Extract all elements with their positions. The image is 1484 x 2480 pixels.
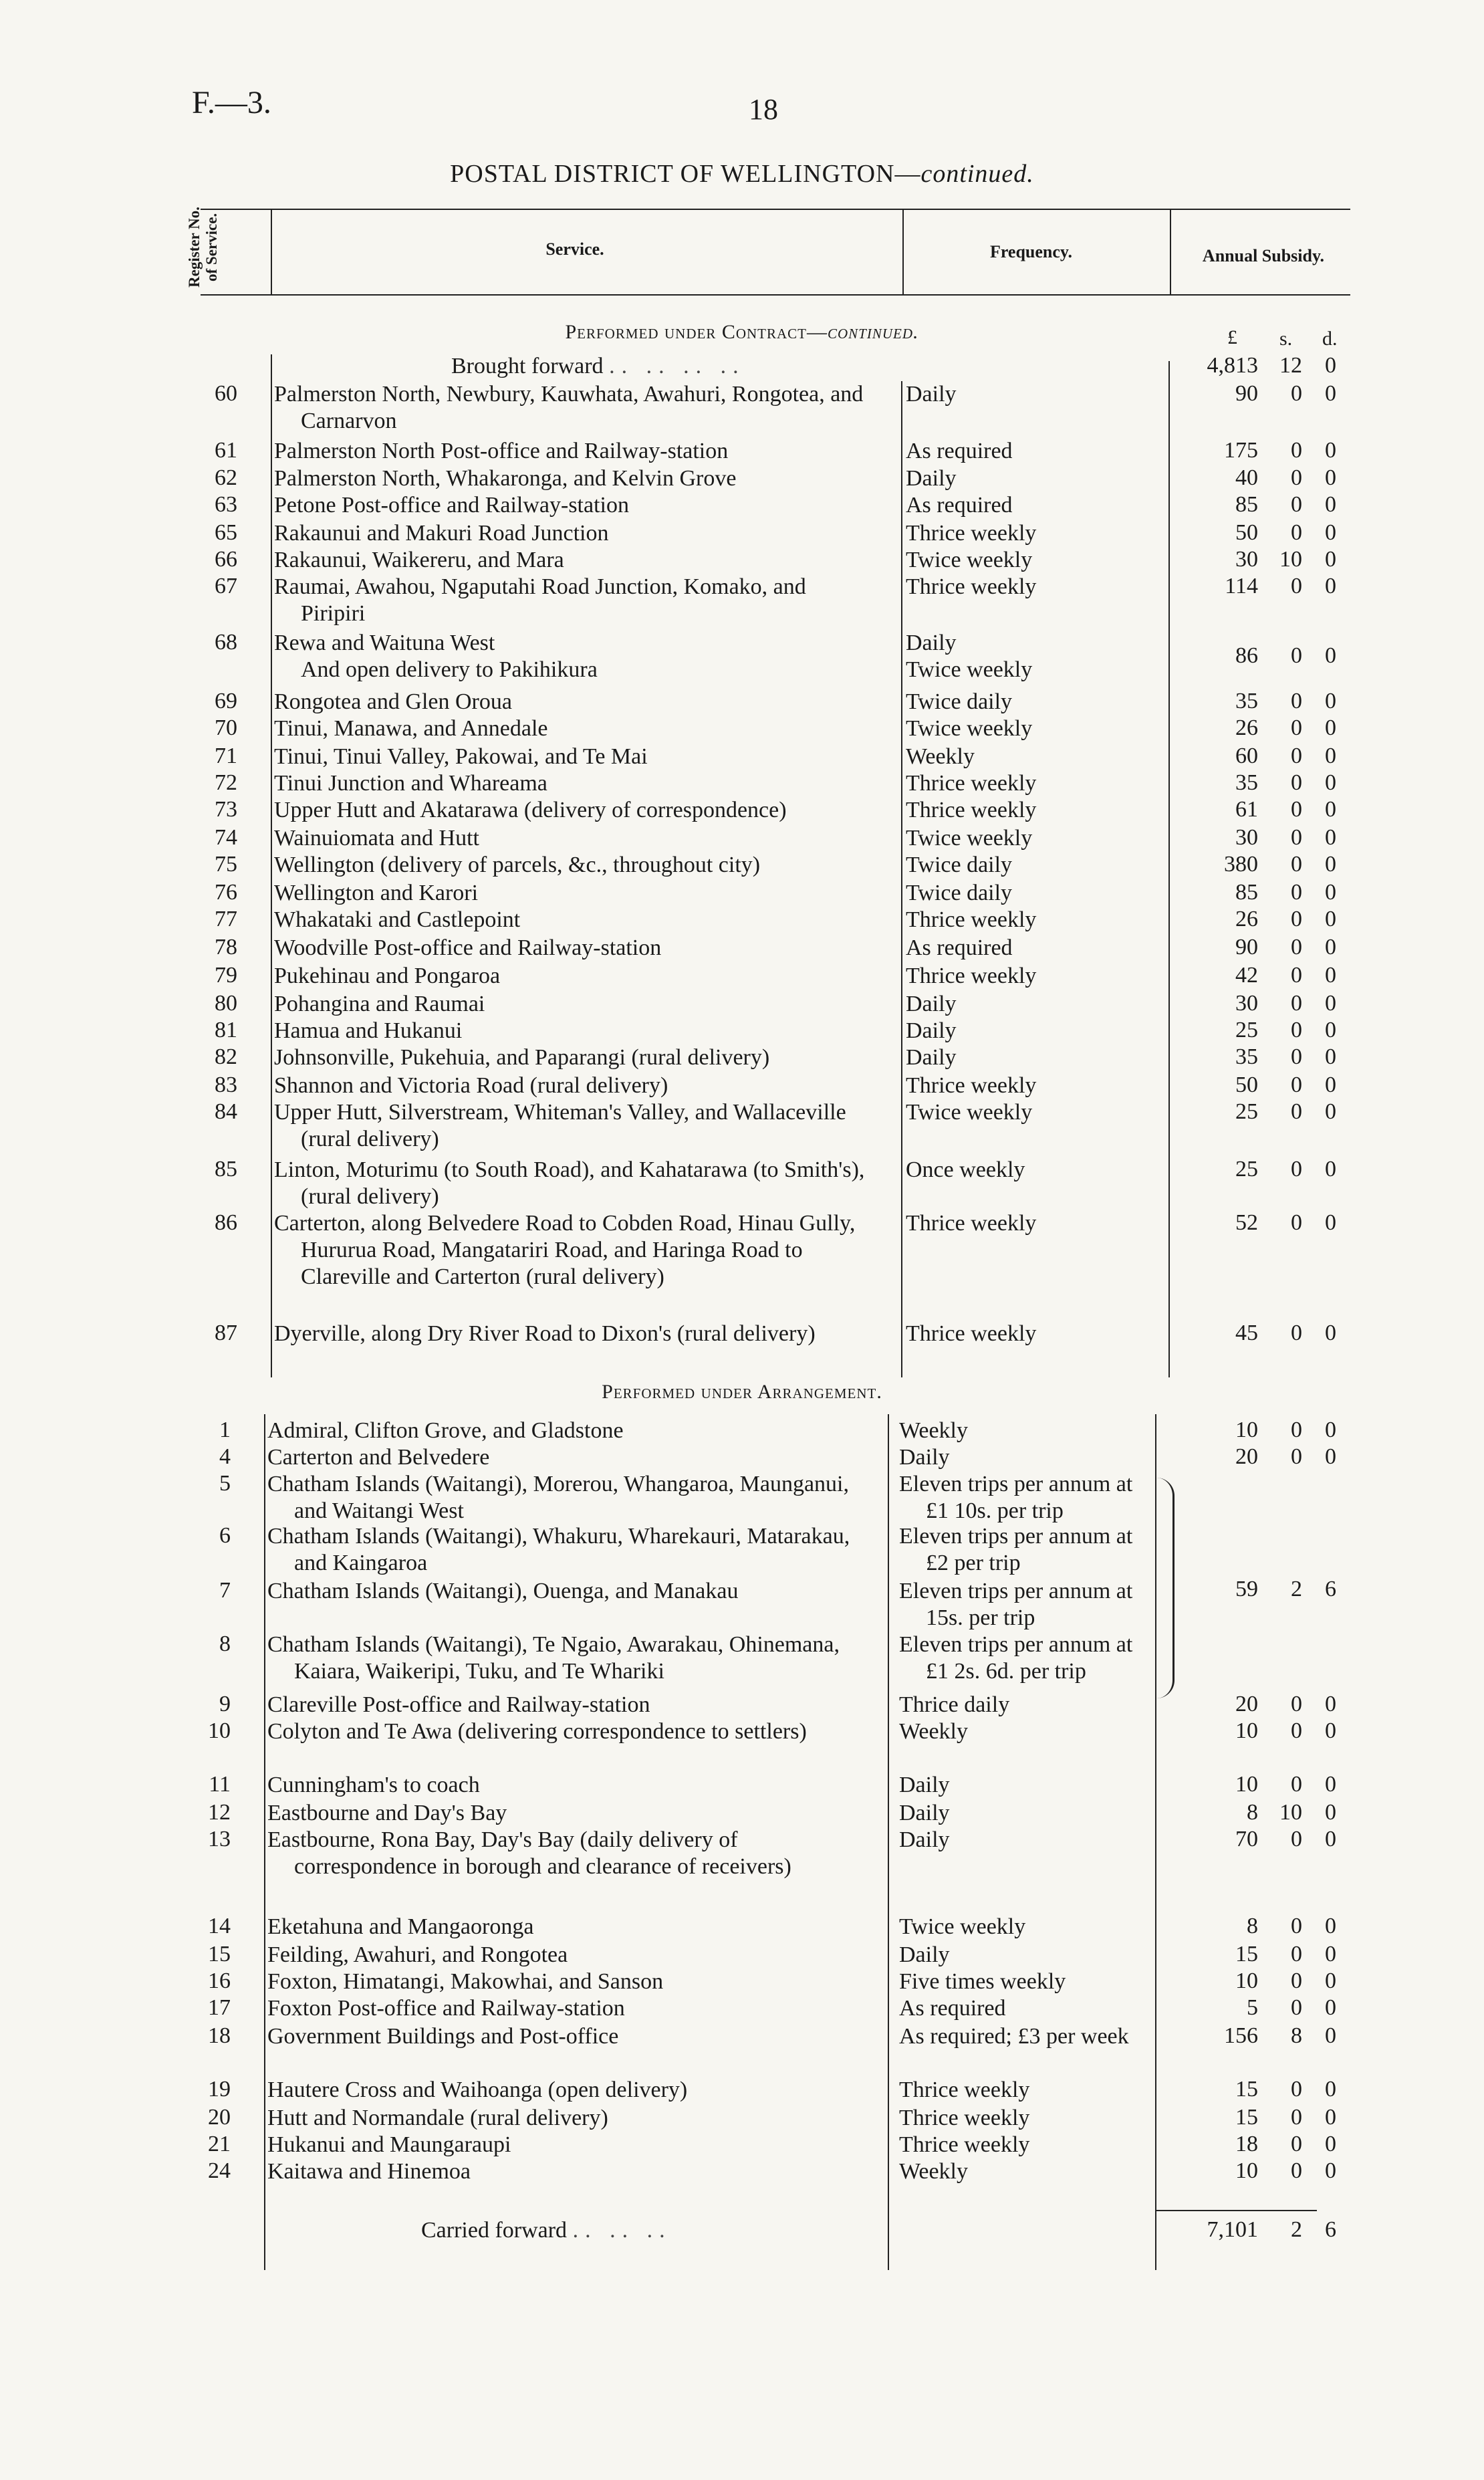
- register-number: 19: [208, 2077, 231, 2102]
- service-cell: Rakaunui, Waikereru, and Mara: [274, 548, 564, 572]
- rule-header-2: [902, 209, 904, 294]
- rule-header-1: [271, 209, 272, 294]
- register-number: 18: [208, 2023, 231, 2048]
- register-number: 5: [219, 1471, 231, 1496]
- frequency-cell: Thrice weekly: [906, 771, 1037, 796]
- service-cell: Palmerston North, Newbury, Kauwhata, Awahuri, Rongotea, and Carnarvon: [274, 382, 864, 433]
- frequency-cell: Twice daily: [906, 689, 1013, 714]
- register-number: 17: [208, 1995, 231, 2020]
- section-contract: Performed under Contract—continued.: [565, 321, 919, 343]
- frequency-cell: Thrice weekly: [906, 798, 1037, 822]
- register-number: 84: [215, 1099, 237, 1124]
- register-number: 21: [208, 2132, 231, 2156]
- frequency-cell: Thrice weekly: [906, 574, 1037, 599]
- frequency-cell: Eleven trips per annum at £2 per trip: [899, 1524, 1133, 1575]
- register-number: 6: [219, 1523, 231, 1548]
- frequency-cell: Once weekly: [906, 1157, 1025, 1182]
- frequency-cell: Daily: [899, 1827, 950, 1852]
- rule-service-1: [271, 354, 272, 1377]
- service-cell: Chatham Islands (Waitangi), Whakuru, Wharekauri, Matarakau, and Kaingaroa: [267, 1524, 850, 1575]
- frequency-cell: Thrice weekly: [906, 1211, 1037, 1236]
- chatham-brace: [1156, 1478, 1174, 1698]
- frequency-cell: Daily: [906, 992, 957, 1016]
- service-cell: Rakaunui and Makuri Road Junction: [274, 521, 609, 546]
- service-cell: Clareville Post-office and Railway-station: [267, 1692, 650, 1717]
- document-code: F.—3.: [192, 85, 271, 120]
- frequency-cell: Daily: [906, 466, 957, 491]
- unit-shillings: s.: [1279, 328, 1293, 350]
- register-number: 60: [215, 381, 237, 406]
- service-cell: Linton, Moturimu (to South Road), and Kahatarawa (to Smith's), (rural delivery): [274, 1157, 865, 1209]
- frequency-cell: Twice daily: [906, 853, 1013, 877]
- frequency-cell: Twice weekly: [906, 1100, 1033, 1125]
- service-cell: Woodville Post-office and Railway-station: [274, 935, 662, 960]
- service-cell: Chatham Islands (Waitangi), Morerou, Whangaroa, Maunganui, and Waitangi West: [267, 1472, 850, 1523]
- frequency-cell: Twice weekly: [899, 1914, 1026, 1939]
- register-number: 85: [215, 1157, 237, 1181]
- frequency-cell: Weekly: [899, 2159, 968, 2184]
- register-number: 75: [215, 852, 237, 877]
- register-number: 10: [208, 1718, 231, 1743]
- service-cell: Wellington (delivery of parcels, &c., throughout city): [274, 853, 761, 877]
- frequency-cell: Thrice weekly: [906, 907, 1037, 932]
- register-number: 11: [209, 1772, 231, 1797]
- service-cell: Rongotea and Glen Oroua: [274, 689, 512, 714]
- register-number: 82: [215, 1044, 237, 1069]
- frequency-cell: As required: [906, 439, 1013, 463]
- service-cell: Pukehinau and Pongaroa: [274, 964, 501, 988]
- frequency-cell: Thrice weekly: [899, 2077, 1030, 2102]
- service-cell: Tinui Junction and Whareama: [274, 771, 547, 796]
- register-number: 68: [215, 630, 237, 655]
- service-cell: Palmerston North Post-office and Railway-station: [274, 439, 729, 463]
- service-cell: Hutt and Normandale (rural delivery): [267, 2106, 608, 2130]
- service-cell: Palmerston North, Whakaronga, and Kelvin Grove: [274, 466, 737, 491]
- register-number: 71: [215, 744, 237, 768]
- frequency-cell: Thrice weekly: [899, 2106, 1030, 2130]
- register-number: 24: [208, 2158, 231, 2183]
- header-bottom-rule: [201, 294, 1350, 296]
- service-cell: Chatham Islands (Waitangi), Ouenga, and Manakau: [267, 1579, 739, 1603]
- service-cell: Eketahuna and Mangaoronga: [267, 1914, 534, 1939]
- register-number: 80: [215, 991, 237, 1016]
- header-top-rule: [201, 209, 1350, 210]
- service-cell: Wellington and Karori: [274, 881, 479, 905]
- frequency-cell: Twice daily: [906, 881, 1013, 905]
- frequency-cell: Daily Twice weekly: [906, 631, 1033, 682]
- register-number: 12: [208, 1800, 231, 1825]
- service-cell: Whakataki and Castlepoint: [274, 907, 521, 932]
- register-number: 83: [215, 1073, 237, 1097]
- column-header-service: Service.: [545, 239, 604, 259]
- service-cell: Petone Post-office and Railway-station: [274, 493, 629, 518]
- frequency-cell: Thrice weekly: [906, 964, 1037, 988]
- register-number: 20: [208, 2105, 231, 2130]
- frequency-cell: Weekly: [906, 744, 975, 769]
- rule-frequency-1: [901, 381, 902, 1377]
- service-cell: Chatham Islands (Waitangi), Te Ngaio, Awarakau, Ohinemana, Kaiara, Waikeripi, Tuku, and Te Whariki: [267, 1632, 840, 1684]
- frequency-cell: Thrice weekly: [899, 2132, 1030, 2157]
- register-number: 74: [215, 825, 237, 850]
- frequency-cell: Five times weekly: [899, 1969, 1066, 1994]
- service-cell: Hautere Cross and Waihoanga (open delivery): [267, 2077, 688, 2102]
- register-number: 65: [215, 520, 237, 545]
- frequency-cell: Eleven trips per annum at £1 10s. per trip: [899, 1472, 1133, 1523]
- service-cell: Johnsonville, Pukehuia, and Paparangi (rural delivery): [274, 1045, 770, 1070]
- register-number: 7: [219, 1578, 231, 1603]
- frequency-cell: As required: [906, 493, 1013, 518]
- service-cell: Shannon and Victoria Road (rural delivery): [274, 1073, 668, 1098]
- frequency-cell: Thrice weekly: [906, 1073, 1037, 1098]
- frequency-cell: Thrice daily: [899, 1692, 1010, 1717]
- register-number: 61: [215, 438, 237, 463]
- register-number: 79: [215, 963, 237, 988]
- service-cell: Tinui, Tinui Valley, Pakowai, and Te Mai: [274, 744, 648, 769]
- register-number: 14: [208, 1914, 231, 1938]
- register-number: 1: [219, 1418, 231, 1442]
- register-number: 62: [215, 465, 237, 490]
- register-number: 63: [215, 492, 237, 517]
- service-cell: Eastbourne and Day's Bay: [267, 1801, 507, 1825]
- register-number: 73: [215, 797, 237, 822]
- service-cell: Cunningham's to coach: [267, 1773, 480, 1797]
- frequency-cell: Thrice weekly: [906, 1321, 1037, 1346]
- register-number: 15: [208, 1942, 231, 1966]
- service-cell: Feilding, Awahuri, and Rongotea: [267, 1942, 568, 1967]
- service-cell: Admiral, Clifton Grove, and Gladstone: [267, 1418, 624, 1443]
- service-cell: Eastbourne, Rona Bay, Day's Bay (daily delivery of correspondence in borough and clearance of receivers): [267, 1827, 791, 1879]
- register-number: 9: [219, 1692, 231, 1716]
- service-cell: Dyerville, along Dry River Road to Dixon's (rural delivery): [274, 1321, 816, 1346]
- service-cell: Wainuiomata and Hutt: [274, 826, 479, 851]
- rule-service-2: [264, 1414, 265, 2270]
- frequency-cell: Twice weekly: [906, 548, 1033, 572]
- frequency-cell: Daily: [906, 1045, 957, 1070]
- frequency-cell: Daily: [906, 382, 957, 407]
- rule-subsidy-1: [1168, 361, 1170, 1377]
- frequency-cell: As required: [906, 935, 1013, 960]
- frequency-cell: Weekly: [899, 1418, 968, 1443]
- service-cell: Foxton, Himatangi, Makowhai, and Sanson: [267, 1969, 664, 1994]
- section-arrangement: Performed under Arrangement.: [602, 1381, 882, 1403]
- frequency-cell: Daily: [899, 1942, 950, 1967]
- frequency-cell: As required: [899, 1996, 1006, 2021]
- service-cell: Government Buildings and Post-office: [267, 2024, 619, 2049]
- frequency-cell: Weekly: [899, 1719, 968, 1744]
- service-cell: Hukanui and Maungaraupi: [267, 2132, 511, 2157]
- register-number: 76: [215, 880, 237, 905]
- frequency-cell: Daily: [899, 1773, 950, 1797]
- service-cell: Colyton and Te Awa (delivering correspondence to settlers): [267, 1719, 807, 1744]
- register-number: 66: [215, 547, 237, 572]
- service-cell: Foxton Post-office and Railway-station: [267, 1996, 625, 2021]
- register-number: 72: [215, 770, 237, 795]
- register-number: 13: [208, 1827, 231, 1851]
- page-number: 18: [749, 93, 778, 126]
- service-cell: Upper Hutt and Akatarawa (delivery of correspondence): [274, 798, 787, 822]
- frequency-cell: Daily: [906, 1018, 957, 1043]
- frequency-cell: Eleven trips per annum at £1 2s. 6d. per trip: [899, 1632, 1133, 1684]
- register-number: 81: [215, 1018, 237, 1042]
- unit-pence: d.: [1322, 328, 1338, 350]
- register-number: 4: [219, 1444, 231, 1469]
- service-cell: Tinui, Manawa, and Annedale: [274, 716, 548, 741]
- register-number: 67: [215, 574, 237, 598]
- service-cell: Upper Hutt, Silverstream, Whiteman's Valley, and Wallaceville (rural delivery): [274, 1100, 846, 1151]
- service-cell: Kaitawa and Hinemoa: [267, 2159, 471, 2184]
- service-cell: Pohangina and Raumai: [274, 992, 485, 1016]
- rule-frequency-2: [888, 1414, 889, 2270]
- frequency-cell: As required; £3 per week: [899, 2024, 1129, 2049]
- column-header-frequency: Frequency.: [989, 242, 1073, 261]
- frequency-cell: Daily: [899, 1801, 950, 1825]
- register-number: 69: [215, 689, 237, 713]
- column-header-subsidy: Annual Subsidy.: [1202, 246, 1325, 265]
- frequency-cell: Thrice weekly: [906, 521, 1037, 546]
- service-cell: Rewa and Waituna West And open delivery to Pakihikura: [274, 631, 598, 682]
- service-cell: Raumai, Awahou, Ngaputahi Road Junction, Komako, and Piripiri: [274, 574, 806, 626]
- frequency-cell: Daily: [899, 1445, 950, 1470]
- service-cell: Hamua and Hukanui: [274, 1018, 463, 1043]
- frequency-cell: Twice weekly: [906, 826, 1033, 851]
- register-number: 8: [219, 1631, 231, 1656]
- register-number: 70: [215, 715, 237, 740]
- register-number: 86: [215, 1210, 237, 1235]
- service-cell: Carterton, along Belvedere Road to Cobden Road, Hinau Gully, Hururua Road, Mangatariri Road, and Haringa Road to Clareville and Carterton (rural delivery): [274, 1211, 856, 1289]
- page-title: POSTAL DISTRICT OF WELLINGTON—continued.: [450, 160, 1034, 188]
- register-number: 77: [215, 907, 237, 931]
- column-header-register: Register No. of Service.: [186, 207, 220, 288]
- register-number: 78: [215, 935, 237, 960]
- unit-pounds: £: [1227, 326, 1237, 348]
- frequency-cell: Eleven trips per annum at 15s. per trip: [899, 1579, 1133, 1630]
- frequency-cell: Twice weekly: [906, 716, 1033, 741]
- register-number: 87: [215, 1321, 237, 1345]
- service-cell: Carterton and Belvedere: [267, 1445, 490, 1470]
- register-number: 16: [208, 1968, 231, 1993]
- rule-header-3: [1170, 209, 1171, 294]
- total-rule: [1156, 2210, 1317, 2211]
